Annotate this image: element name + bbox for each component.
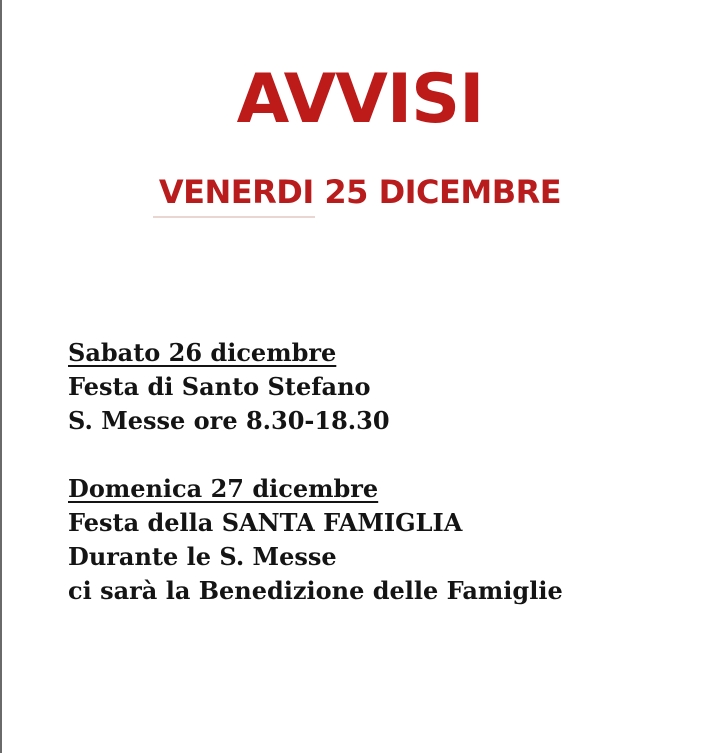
page-title: AVVISI xyxy=(236,60,484,139)
notice-line: Durante le S. Messe xyxy=(68,542,337,571)
notice-line: Festa della SANTA FAMIGLIA xyxy=(68,508,463,537)
notice-line: S. Messe ore 8.30-18.30 xyxy=(68,406,390,435)
notice-line: Festa di Santo Stefano xyxy=(68,372,371,401)
notice-saturday xyxy=(68,336,390,438)
page-subtitle-date: VENERDI 25 DICEMBRE xyxy=(158,173,562,211)
notice-day-heading: Sabato 26 dicembre xyxy=(68,338,337,367)
subtitle-divider xyxy=(153,216,315,218)
notice-line: ci sarà la Benedizione delle Famiglie xyxy=(68,576,563,605)
notice-day-heading: Domenica 27 dicembre xyxy=(68,474,379,503)
notice-sunday xyxy=(68,472,563,608)
